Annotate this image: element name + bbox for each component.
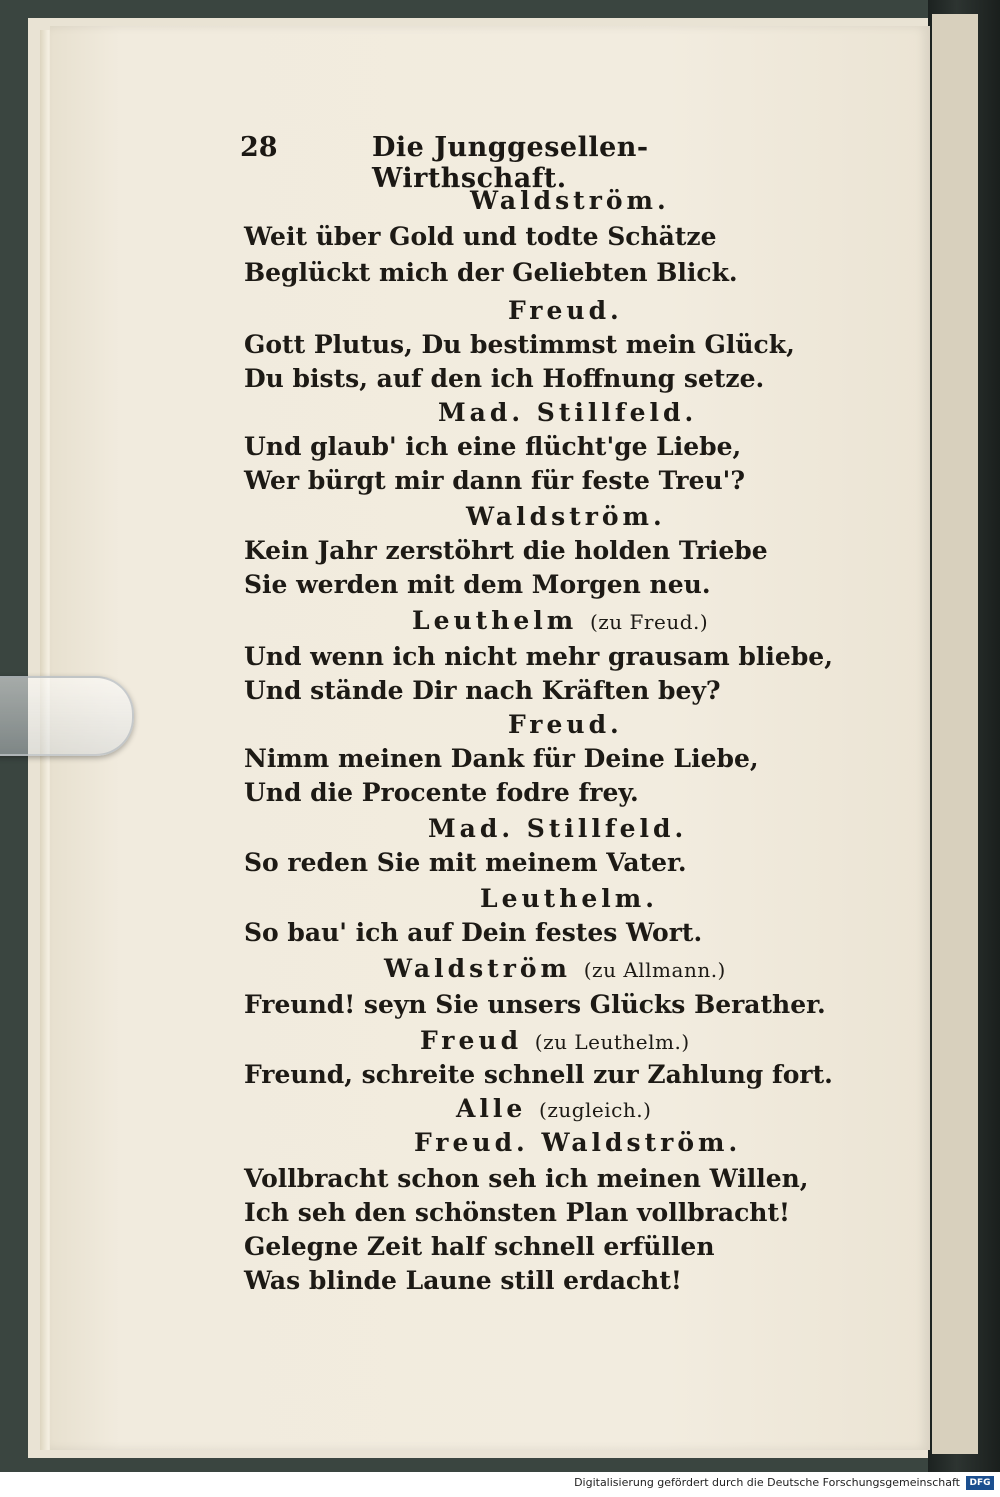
verse-line: Was blinde Laune still erdacht! [244,1266,682,1295]
verse-line: Und wenn ich nicht mehr grausam bliebe, [244,642,833,671]
verse-line: So bau' ich auf Dein festes Wort. [244,918,703,947]
verse-line: Kein Jahr zerstöhrt die holden Triebe [244,536,768,565]
speaker-line: Mad. Stillfeld. [438,398,698,427]
verse-line: Freund, schreite schnell zur Zahlung fort. [244,1060,833,1089]
verse-line: Wer bürgt mir dann für feste Treu'? [244,466,745,495]
speaker-line: Alle (zugleich.) [456,1094,652,1123]
page-clip [0,676,134,756]
speaker-line: Freud. Waldström. [414,1128,742,1157]
verse-line: Du bists, auf den ich Hoffnung setze. [244,364,765,393]
verse-line: Beglückt mich der Geliebten Blick. [244,258,738,287]
speaker-line: Freud (zu Leuthelm.) [420,1026,690,1055]
stage-direction: (zugleich.) [539,1098,652,1122]
stage-direction: (zu Leuthelm.) [534,1030,690,1054]
speaker-line: Waldström. [466,502,666,531]
facing-page-edge [932,14,978,1454]
verse-line: Und die Procente fodre frey. [244,778,639,807]
speaker-line: Waldström (zu Allmann.) [384,954,726,983]
verse-line: Und stände Dir nach Kräften bey? [244,676,721,705]
verse-line: Und glaub' ich eine flücht'ge Liebe, [244,432,742,461]
speaker-line: Freud. [508,710,623,739]
verse-line: Nimm meinen Dank für Deine Liebe, [244,744,759,773]
verse-line: Sie werden mit dem Morgen neu. [244,570,711,599]
dfg-logo: DFG [966,1476,994,1490]
stage-direction: (zu Freud.) [589,610,709,634]
speaker-line: Mad. Stillfeld. [428,814,688,843]
speaker-line: Freud. [508,296,623,325]
stage-direction: (zu Allmann.) [583,958,726,982]
verse-line: Weit über Gold und todte Schätze [244,222,717,251]
verse-line: Freund! seyn Sie unsers Glücks Berather. [244,990,826,1019]
verse-line: So reden Sie mit meinem Vater. [244,848,687,877]
speaker-line: Leuthelm. [480,884,658,913]
verse-line: Gott Plutus, Du bestimmst mein Glück, [244,330,795,359]
running-title: Die Junggesellen-Wirthschaft. [372,132,649,194]
funding-credit: Digitalisierung gefördert durch die Deutsche Forschungsgemeinschaft [574,1476,960,1489]
speaker-line: Leuthelm (zu Freud.) [412,606,709,635]
verse-line: Ich seh den schönsten Plan vollbracht! [244,1198,790,1227]
running-head [240,132,740,194]
verse-line: Vollbracht schon seh ich meinen Willen, [244,1164,809,1193]
page-number: 28 [240,132,278,163]
verse-line: Gelegne Zeit half schnell erfüllen [244,1232,715,1261]
speaker-line: Waldström. [470,186,670,215]
footer-bar [0,1472,1000,1497]
